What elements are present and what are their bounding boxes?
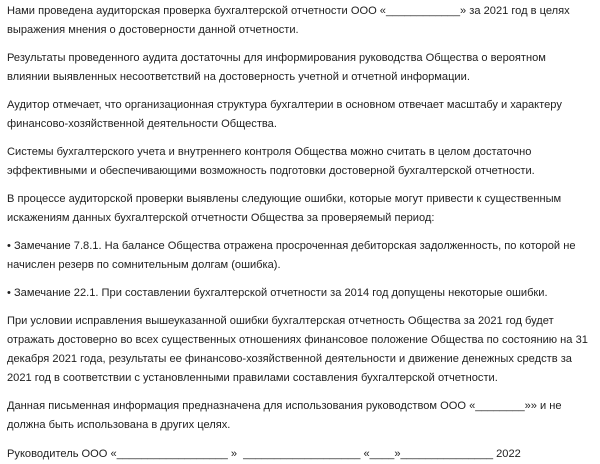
paragraph-control-systems: Системы бухгалтерского учета и внутреннего контроля Общества можно считать в целом достаточно эффективными и обеспечивающими возможность подготовки достоверной бухгалтерской отчетности. [7,146,535,177]
bullet-remark-22-1: • Замечание 22.1. При составлении бухгалтерской отчетности за 2014 год допущены некоторые ошибки. [7,287,548,299]
paragraph-audit-intro: Нами проведена аудиторская проверка бухгалтерской отчетности ООО «____________» за 2021 год в целях выражения мнения о достоверности данной отчетности. [7,5,570,36]
signature-line: Руководитель ООО «__________________ » ___________________ «____»_______________ 2022 [7,448,521,460]
paragraph-errors-intro: В процессе аудиторской проверки выявлены следующие ошибки, которые могут привести к существенным искажениям данных бухгалтерской отчетности Общества за проверяемый период: [7,193,562,224]
paragraph-accounting-structure: Аудитор отмечает, что организационная структура бухгалтерии в основном отвечает масштабу и характеру финансово-хозяйственной деятельности Общества. [7,99,562,130]
bullet-remark-7-8-1: • Замечание 7.8.1. На балансе Общества отражена просроченная дебиторская задолженность, по которой не начислен резерв по сомнительным долгам (ошибка). [7,240,576,271]
paragraph-usage-restriction: Данная письменная информация предназначена для использования руководством ООО «________»» и не должна быть использована в других целях. [7,400,562,431]
paragraph-audit-results: Результаты проведенного аудита достаточны для информирования руководства Общества о вероятном влиянии выявленных несоответствий на достоверность учетной и отчетной информации. [7,52,546,83]
paragraph-conclusion: При условии исправления вышеуказанной ошибки бухгалтерская отчетность Общества за 2021 год будет отражать достоверно во всех существенных отношениях финансовое положение Общества по состоянию на 31 декабря 2021 года, результаты ее финансово-хозяйственной деятельности и движение денежных средств за 2021 год в соответствии с установленными правилами составления бухгалтерской отчетности. [7,315,588,384]
